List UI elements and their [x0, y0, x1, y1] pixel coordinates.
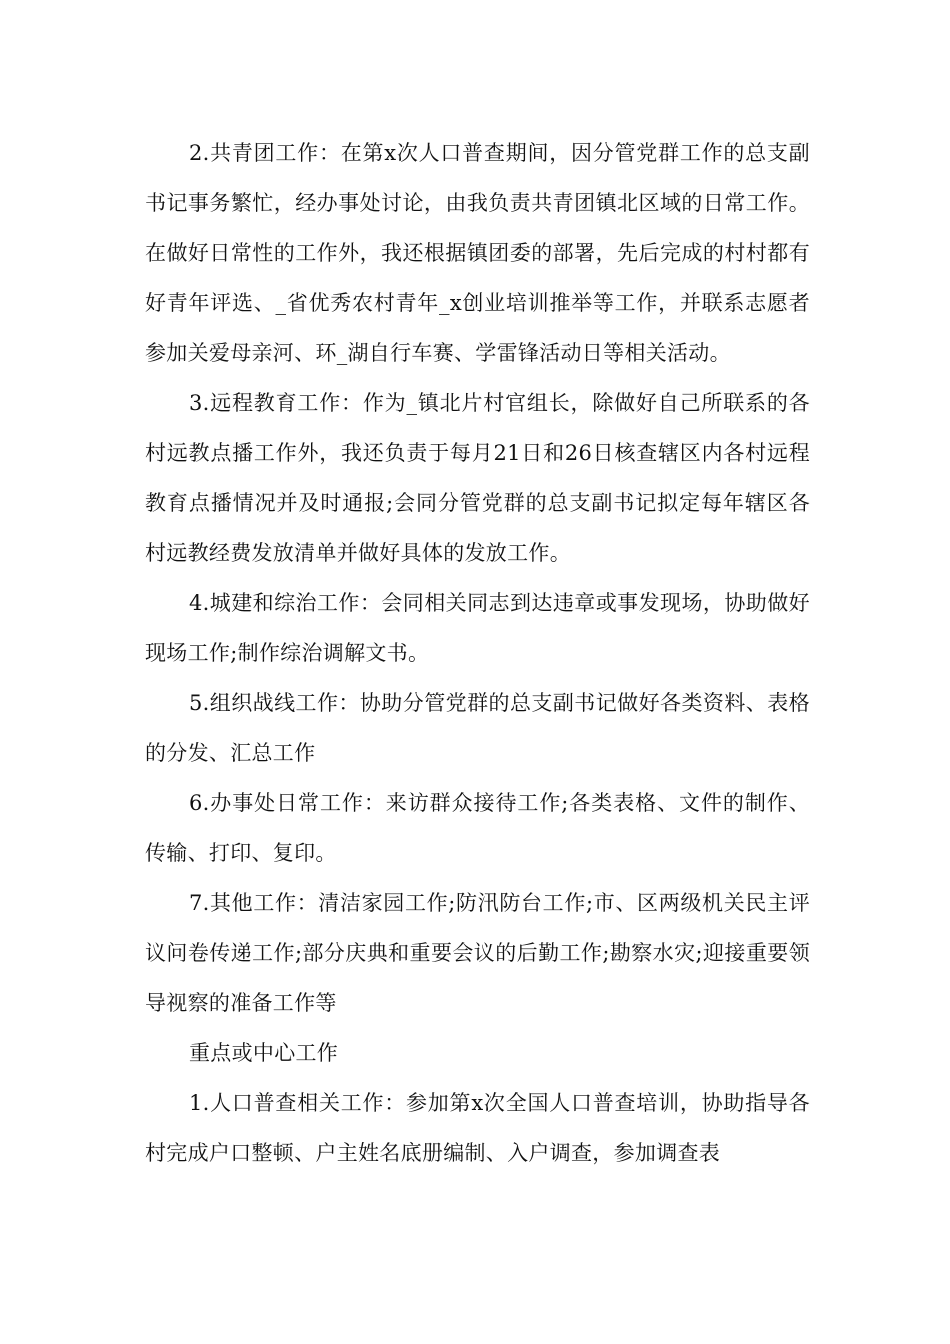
paragraph-remote-education-work: 3.远程教育工作：作为_镇北片村官组长，除做好自己所联系的各村远教点播工作外，我还负责于每月21日和26日核查辖区内各村远程教育点播情况并及时通报;会同分管党群的总支副书记拟定每年辖区各村远教经费发放清单并做好具体的发放工作。 — [145, 391, 810, 565]
paragraph-organization-work: 5.组织战线工作：协助分管党群的总支副书记做好各类资料、表格的分发、汇总工作 — [145, 691, 810, 765]
paragraph-urban-construction-work: 4.城建和综治工作：会同相关同志到达违章或事发现场，协助做好现场工作;制作综治调解文书。 — [145, 591, 810, 665]
paragraph-census-work: 1.人口普查相关工作：参加第x次全国人口普查培训，协助指导各村完成户口整顿、户主姓名底册编制、入户调查，参加调查表 — [145, 1091, 810, 1165]
paragraph-other-work: 7.其他工作：清洁家园工作;防汛防台工作;市、区两级机关民主评议问卷传递工作;部分庆典和重要会议的后勤工作;勘察水灾;迎接重要领导视察的准备工作等 — [145, 891, 810, 1015]
document-body — [145, 128, 810, 1178]
paragraph-office-daily-work: 6.办事处日常工作：来访群众接待工作;各类表格、文件的制作、传输、打印、复印。 — [145, 791, 810, 865]
section-heading-key-work: 重点或中心工作 — [189, 1041, 339, 1065]
paragraph-youth-league-work: 2.共青团工作：在第x次人口普查期间，因分管党群工作的总支副书记事务繁忙，经办事处讨论，由我负责共青团镇北区域的日常工作。在做好日常性的工作外，我还根据镇团委的部署，先后完成的村村都有好青年评选、_省优秀农村青年_x创业培训推举等工作，并联系志愿者参加关爱母亲河、环_湖自行车赛、学雷锋活动日等相关活动。 — [145, 141, 810, 365]
